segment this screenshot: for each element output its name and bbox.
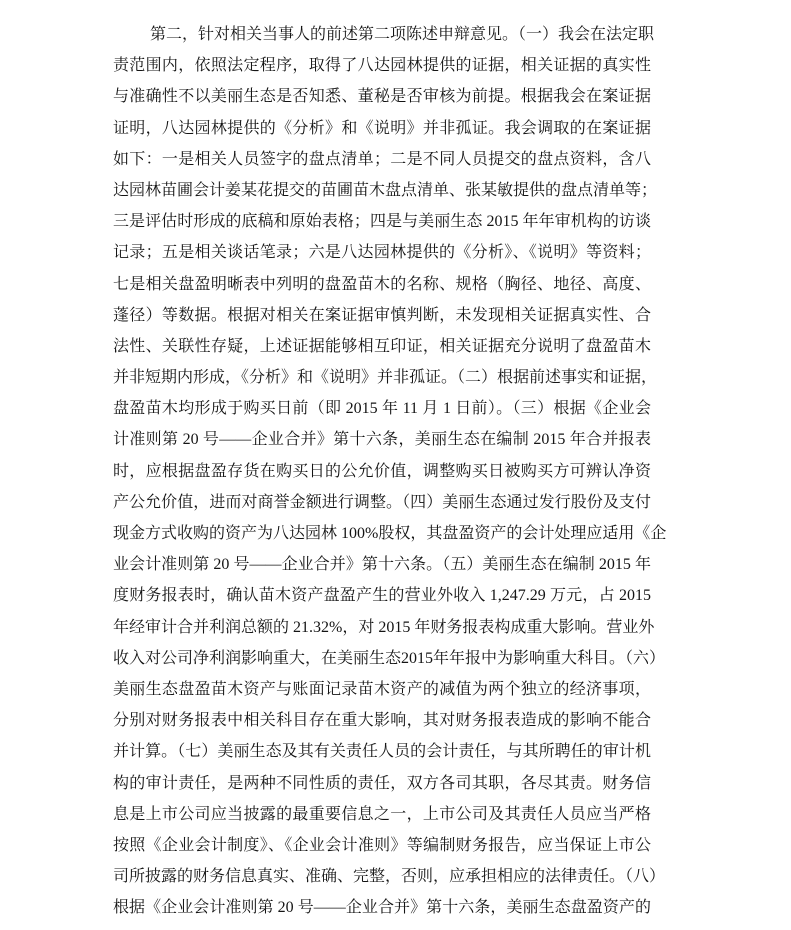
paragraph-line: 度财务报表时，确认苗木资产盘盈产生的营业外收入 1,247.29 万元，占 2015 [113,587,651,605]
paragraph-line: 达园林苗圃会计姜某花提交的苗圃苗木盘点清单、张某敏提供的盘点清单等； [113,181,658,199]
paragraph-line: 与准确性不以美丽生态是否知悉、董秘是否审核为前提。根据我会在案证据 [113,88,651,106]
paragraph-line: 现金方式收购的资产为八达园林 100%股权，其盘盈资产的会计处理应适用《企 [113,525,667,542]
paragraph-line: 记录；五是相关谈话笔录；六是八达园林提供的《分析》、《说明》等资料； [113,244,651,262]
paragraph-line: 按照《企业会计制度》、《企业会计准则》等编制财务报告，应当保证上市公 [113,836,651,854]
paragraph-line: 时，应根据盘盈存货在购买日的公允价值，调整购买日被购买方可辨认净资 [113,462,651,480]
paragraph-line: 分别对财务报表中相关科目存在重大影响，其对财务报表造成的影响不能合 [113,712,651,730]
paragraph-line: 蓬径）等数据。根据对相关在案证据审慎判断，未发现相关证据真实性、合 [113,306,651,324]
paragraph-line: 七是相关盘盈明晰表中列明的盘盈苗木的名称、规格（胸径、地径、高度、 [113,275,651,293]
paragraph-line: 三是评估时形成的底稿和原始表格；四是与美丽生态 2015 年年审机构的访谈 [113,213,651,231]
paragraph-line: 业会计准则第 20 号——企业合并》第十六条。（五）美丽生态在编制 2015 年 [113,556,651,574]
paragraph-line: 司所披露的财务信息真实、准确、完整，否则，应承担相应的法律责任。（八） [113,868,666,886]
paragraph-line: 第二，针对相关当事人的前述第二项陈述申辩意见。（一）我会在法定职 [150,26,655,43]
paragraph-line: 法性、关联性存疑，上述证据能够相互印证，相关证据充分说明了盘盈苗木 [113,337,651,355]
paragraph-line: 构的审计责任，是两种不同性质的责任，双方各司其职，各尽其责。财务信 [113,774,651,792]
paragraph-line: 计准则第 20 号——企业合并》第十六条，美丽生态在编制 2015 年合并报表 [113,431,651,449]
paragraph-line: 产公允价值，进而对商誉金额进行调整。（四）美丽生态通过发行股份及支付 [113,493,651,511]
paragraph-line: 盘盈苗木均形成于购买日前（即 2015 年 11 月 1 日前）。（三）根据《企业会 [113,400,651,418]
paragraph-line: 息是上市公司应当披露的最重要信息之一，上市公司及其责任人员应当严格 [113,805,651,823]
paragraph-line: 如下：一是相关人员签字的盘点清单；二是不同人员提交的盘点资料，含八 [113,150,651,168]
paragraph-line: 收入对公司净利润影响重大，在美丽生态2015年年报中为影响重大科目。（六） [113,649,666,667]
paragraph-line: 并计算。（七）美丽生态及其有关责任人员的会计责任，与其所聘任的审计机 [113,743,651,761]
paragraph [113,19,667,923]
paragraph-line: 并非短期内形成，《分析》和《说明》并非孤证。（二）根据前述事实和证据， [113,369,658,387]
paragraph-line: 证明，八达园林提供的《分析》和《说明》并非孤证。我会调取的在案证据 [113,119,651,137]
paragraph-line: 年经审计合并利润总额的 21.32%，对 2015 年财务报表构成重大影响。营业外 [113,618,655,636]
paragraph-line: 责范围内，依照法定程序，取得了八达园林提供的证据，相关证据的真实性 [113,57,651,75]
paragraph-line: 美丽生态盘盈苗木资产与账面记录苗木资产的减值为两个独立的经济事项， [113,680,651,698]
paragraph-line: 根据《企业会计准则第 20 号——企业合并》第十六条，美丽生态盘盈资产的 [113,899,651,917]
